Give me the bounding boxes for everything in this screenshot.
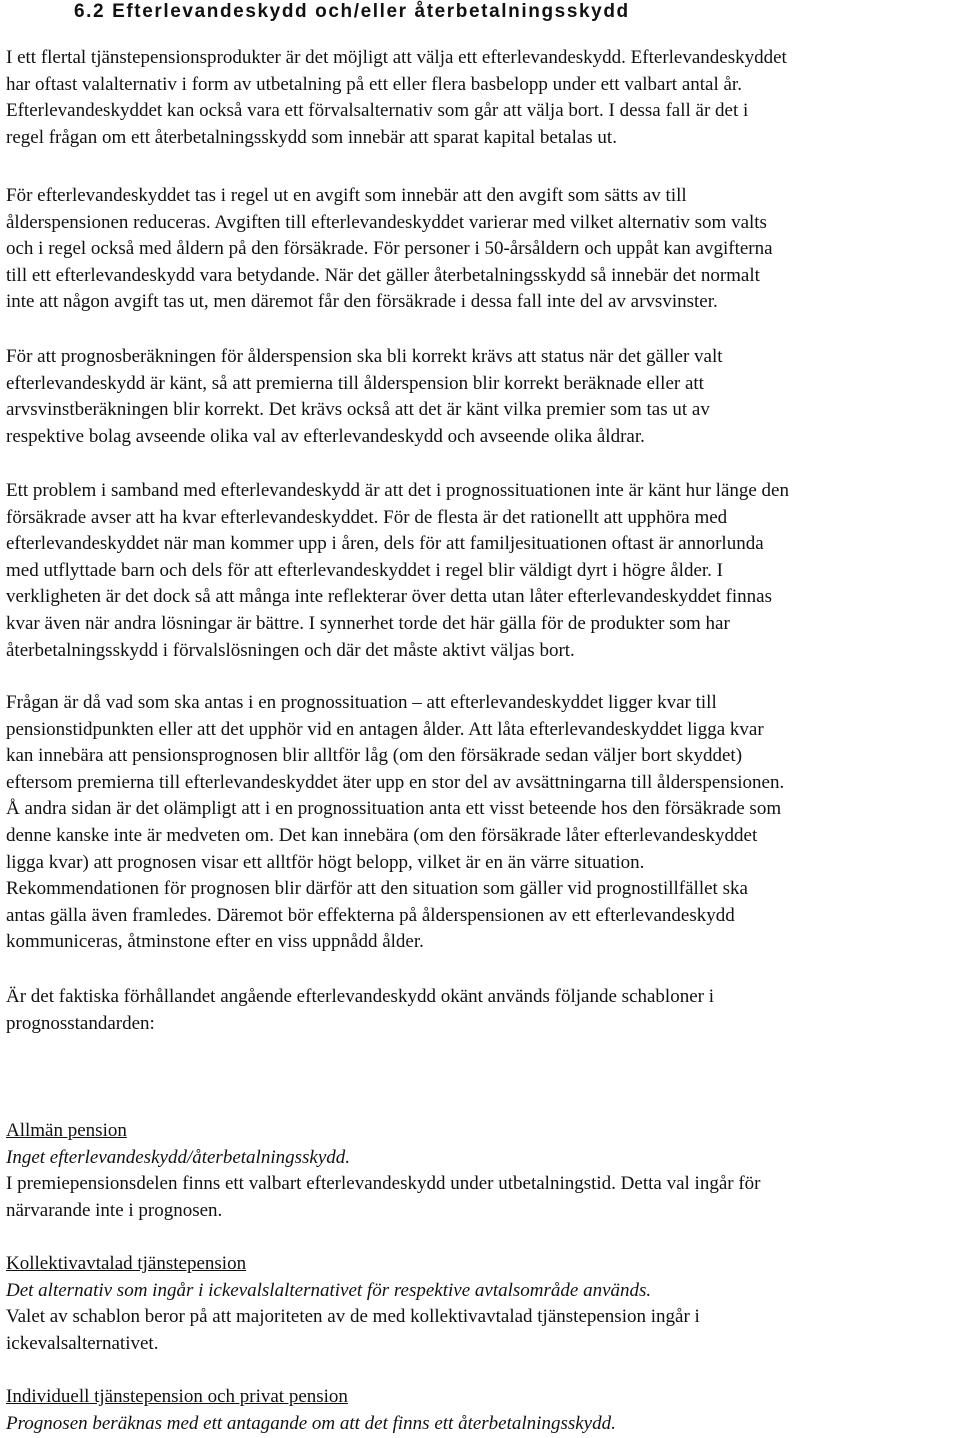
text-line: försäkrade avser att ha kvar efterlevandeskyddet. För de flesta är det rationellt att upphöra med [6, 506, 728, 528]
text-line: efterlevandeskyddet när man kommer upp i åren, dels för att familjesituationen oftast är annorlunda [6, 533, 764, 555]
text-line: efterlevandeskydd är känt, så att premierna till ålderspension blir korrekt beräknade eller att [6, 372, 704, 394]
paragraph-1 [6, 45, 960, 151]
text-line: Är det faktiska förhållandet angående efterlevandeskydd okänt används följande schabloner i [6, 986, 715, 1007]
text-line: I premiepensionsdelen finns ett valbart efterlevandeskydd under utbetalningstid. Detta val ingår för [6, 1173, 761, 1195]
text-line: Valet av schablon beror på att majoriteten av de med kollektivavtalad tjänstepension ingår i [6, 1306, 700, 1328]
section-title: Kollektivavtalad tjänstepension [6, 1253, 247, 1274]
text-line: har oftast valalternativ i form av utbetalning på ett eller flera basbelopp under ett valbart antal år. [6, 73, 742, 95]
text-line: För att prognosberäkningen för ålderspension ska bli korrekt krävs att status när det gäller valt [6, 346, 723, 367]
section-title: Allmän pension [6, 1120, 127, 1141]
text-line: till ett efterlevandeskydd vara betydande. När det gäller återbetalningsskydd så innebär det normalt [6, 264, 760, 286]
text-line: Efterlevandeskyddet kan också vara ett förvalsalternativ som går att välja bort. I dessa fall är det i [6, 100, 749, 122]
text-line: ålderspensionen reduceras. Avgiften till efterlevandeskyddet varierar med vilket alternativ som valts [6, 211, 767, 233]
text-line: kan innebära att pensionsprognosen blir alltför låg (om den försäkrade sedan väljer bort skyddet) [6, 745, 743, 767]
section-rule: Det alternativ som ingår i ickevalslalternativet för respektive avtalsområde används. [6, 1279, 652, 1301]
section-rule: Inget efterlevandeskydd/återbetalningsskydd. [6, 1146, 351, 1168]
text-line: respektive bolag avseende olika val av efterlevandeskydd och avseende olika åldrar. [6, 425, 645, 447]
text-line: kommuniceras, åtminstone efter en viss uppnådd ålder. [6, 931, 424, 953]
paragraph-2 [6, 183, 960, 316]
text-line: Rekommendationen för prognosen blir därför att den situation som gäller vid prognostillfället ska [6, 878, 748, 900]
text-line: Å andra sidan är det olämpligt att i en prognossituation anta ett visst beteende hos den försäkrade som [6, 798, 782, 820]
text-line: antas gälla även framledes. Däremot bör effekterna på ålderspensionen av ett efterlevandeskydd [6, 904, 735, 926]
text-line: ickevalsalternativet. [6, 1332, 159, 1354]
schablon-kollektivavtalad [6, 1251, 960, 1357]
text-line: denne kanske inte är medveten om. Det kan innebära (om den försäkrade låter efterlevandeskyddet [6, 824, 758, 846]
text-line: Ett problem i samband med efterlevandeskydd är att det i prognossituationen inte är känt hur länge den [6, 480, 789, 501]
text-line: och i regel också med åldern på den försäkrade. För personer i 50-årsåldern och uppåt kan avgifterna [6, 238, 773, 260]
section-heading: 6.2 Efterlevandeskydd och/eller återbetalningsskydd [74, 1, 630, 22]
text-line: regel frågan om ett återbetalningsskydd som innebär att sparat kapital betalas ut. [6, 126, 617, 148]
text-line: kvar även när andra lösningar är bättre. I synnerhet torde det här gälla för de produkter som har [6, 612, 730, 634]
text-line: prognosstandarden: [6, 1012, 155, 1034]
text-line: inte att någon avgift tas ut, men däremot får den försäkrade i dessa fall inte del av arvsvinster. [6, 291, 718, 313]
paragraph-5 [6, 690, 960, 956]
text-line: pensionstidpunkten eller att det upphör vid en antagen ålder. Att låta efterlevandeskyddet ligga kvar [6, 718, 764, 740]
text-line: med utflyttade barn och dels för att efterlevandeskyddet i regel blir väldigt dyrt i högre ålder. I [6, 559, 723, 581]
schablon-allman-pension [6, 1118, 960, 1224]
paragraph-6 [6, 984, 960, 1037]
paragraph-3 [6, 344, 960, 450]
text-line: Frågan är då vad som ska antas i en prognossituation – att efterlevandeskyddet ligger kvar till [6, 692, 717, 713]
text-line: återbetalningsskydd i förvalslösningen och där det måste aktivt väljas bort. [6, 639, 575, 661]
section-title: Individuell tjänstepension och privat pension [6, 1386, 348, 1407]
paragraph-4 [6, 478, 960, 664]
section-rule: Prognosen beräknas med ett antagande om att det finns ett återbetalningsskydd. [6, 1412, 616, 1434]
text-line: närvarande inte i prognosen. [6, 1199, 223, 1221]
text-line: I ett flertal tjänstepensionsprodukter är det möjligt att välja ett efterlevandeskydd. Efterlevandeskyddet [6, 47, 787, 68]
text-line: För efterlevandeskyddet tas i regel ut en avgift som innebär att den avgift som sätts av till [6, 185, 687, 206]
text-line: arvsvinstberäkningen blir korrekt. Det krävs också att det är känt vilka premier som tas ut av [6, 399, 710, 421]
text-line: verkligheten är det dock så att många inte reflekterar över detta utan låter efterlevandeskyddet finnas [6, 586, 772, 608]
text-line: eftersom premierna till efterlevandeskyddet äter upp en stor del av avsättningarna till ålderspensionen. [6, 771, 785, 793]
schablon-individuell [6, 1384, 960, 1437]
text-line: ligga kvar) att prognosen visar ett alltför högt belopp, vilket är en än värre situation. [6, 851, 645, 873]
